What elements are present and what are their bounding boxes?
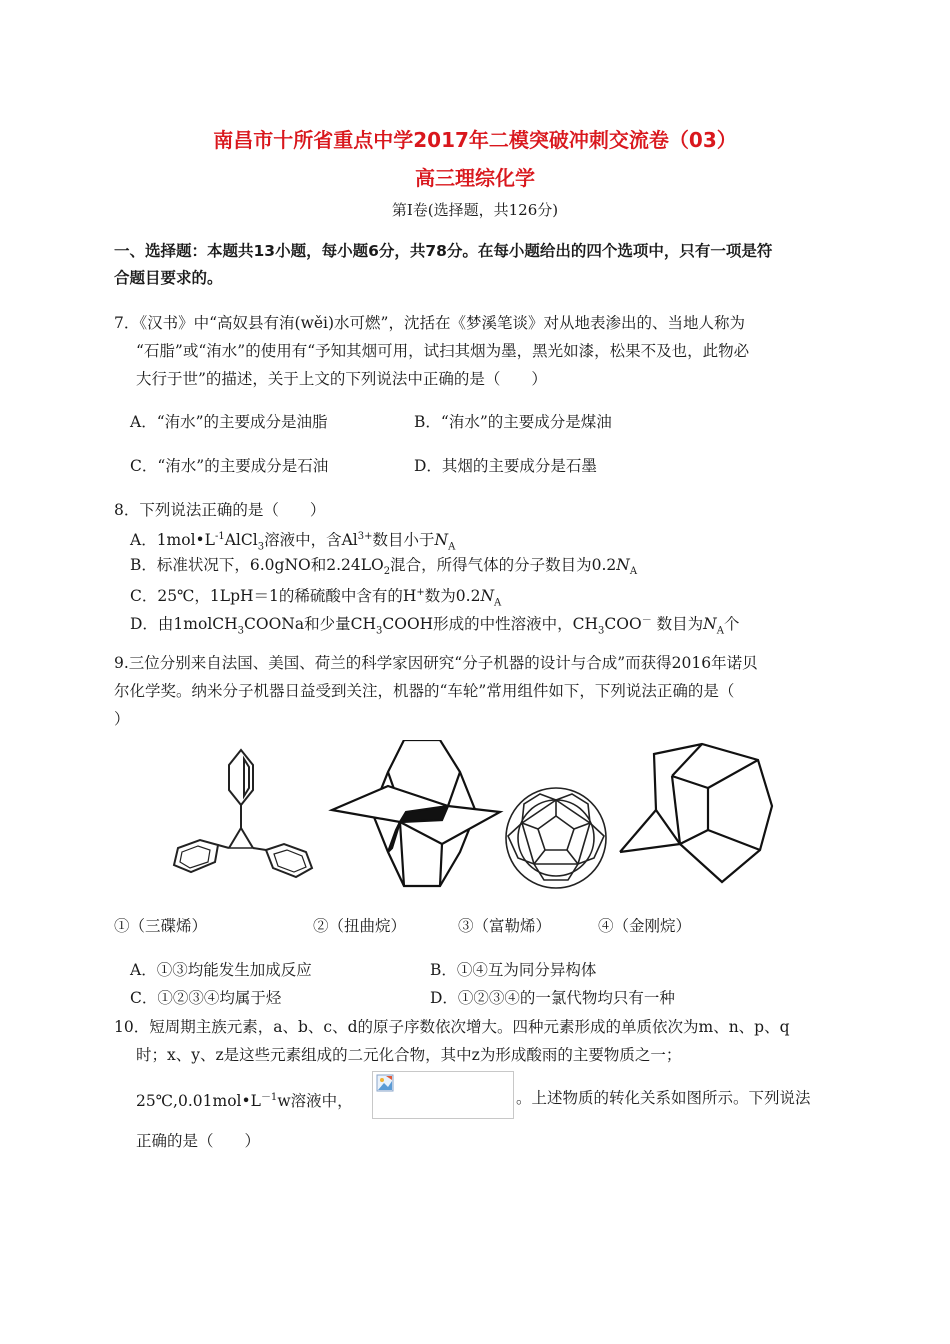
q7-option-b: B．“洧水”的主要成分是煤油 <box>414 413 612 431</box>
volume-label: 第Ⅰ卷(选择题，共126分) <box>391 201 559 219</box>
broken-image-icon <box>376 1074 396 1094</box>
q8-option-b: B．标准状况下，6.0gNO和$2.24LO_2$混合，所得气体的分子数目为$0.2N_A$ <box>130 556 638 578</box>
triptycene-structure-icon <box>174 750 312 877</box>
q9-stem-line2: 尔化学奖。纳米分子机器日益受到关注，机器的“车轮”常用组件如下，下列说法正确的是（ <box>114 682 735 700</box>
section-instructions-line2: 合题目要求的。 <box>114 269 223 287</box>
q10-stem-line3-left: $25℃,0.01mol•L^{-1}w$溶液中， <box>136 1092 353 1111</box>
q7-option-a: A．“洧水”的主要成分是油脂 <box>130 413 328 431</box>
q9-option-c: C．①②③④均属于烃 <box>130 989 282 1007</box>
q8-option-a: A．$1mol•L^{-1}AlCl_3$溶液中，含$Al^{3+}$数目小于$N_A$ <box>130 531 456 553</box>
q7-option-d: D．其烟的主要成分是石墨 <box>414 457 597 475</box>
missing-formula-image <box>372 1071 514 1119</box>
section-instructions-line1: 一、选择题：本题共13小题，每小题6分，共78分。在每小题给出的四个选项中，只有一项是符 <box>114 242 773 260</box>
exam-title: 南昌市十所省重点中学2017年二模突破冲刺交流卷（03） <box>213 128 737 152</box>
q7-stem-line2: “石脂”或“洧水”的使用有“予知其烟可用，试扫其烟为墨，黑光如漆，松果不及也，此物必 <box>136 342 750 360</box>
q9-option-b: B．①④互为同分异构体 <box>430 961 597 979</box>
q10-stem-line4: 正确的是（ ） <box>136 1132 261 1150</box>
q8-option-c: C．25℃，1LpH＝1的稀硫酸中含有的H+数为$0.2N_A$ <box>130 587 502 609</box>
q7-stem-line1: 7．《汉书》中“高奴县有洧(wěi)水可燃”，沈括在《梦溪笔谈》对从地表渗出的、当地人称为 <box>114 314 745 332</box>
q7-option-c: C．“洧水”的主要成分是石油 <box>130 457 329 475</box>
q9-option-a: A．①③均能发生加成反应 <box>130 961 312 979</box>
molecule-structures <box>160 740 850 900</box>
q8-option-d: D．由1molCH$_3$COONa和少量$CH_3COOH$形成的中性溶液中，$CH_3COO^-$ 数目为$N_A$个 <box>130 615 740 637</box>
q10-stem-line1: 10．短周期主族元素，a、b、c、d的原子序数依次增大。四种元素形成的单质依次为m、n、p、q <box>114 1018 790 1036</box>
q10-stem-line3-right: 。上述物质的转化关系如图所示。下列说法 <box>516 1089 811 1107</box>
adamantane-structure-icon <box>620 744 772 882</box>
q8-stem: 8．下列说法正确的是（ ） <box>114 501 326 519</box>
q9-stem-line3: ） <box>114 710 130 728</box>
q7-stem-line3: 大行于世”的描述，关于上文的下列说法中正确的是（ ） <box>136 370 547 388</box>
q9-label-2: ②（扭曲烷） <box>313 917 407 935</box>
q9-label-1: ①（三碟烯） <box>114 917 208 935</box>
fullerene-structure-icon <box>506 788 606 888</box>
twistane-structure-icon <box>332 740 500 886</box>
q9-label-3: ③（富勒烯） <box>458 917 552 935</box>
q9-label-4: ④（金刚烷） <box>598 917 692 935</box>
q9-option-d: D．①②③④的一氯代物均只有一种 <box>430 989 675 1007</box>
q9-stem-line1: 9.三位分别来自法国、美国、荷兰的科学家因研究“分子机器的设计与合成”而获得2016年诺贝 <box>114 654 758 672</box>
q10-stem-line2: 时；x、y、z是这些元素组成的二元化合物，其中z为形成酸雨的主要物质之一； <box>136 1046 682 1064</box>
exam-subtitle: 高三理综化学 <box>415 166 535 190</box>
